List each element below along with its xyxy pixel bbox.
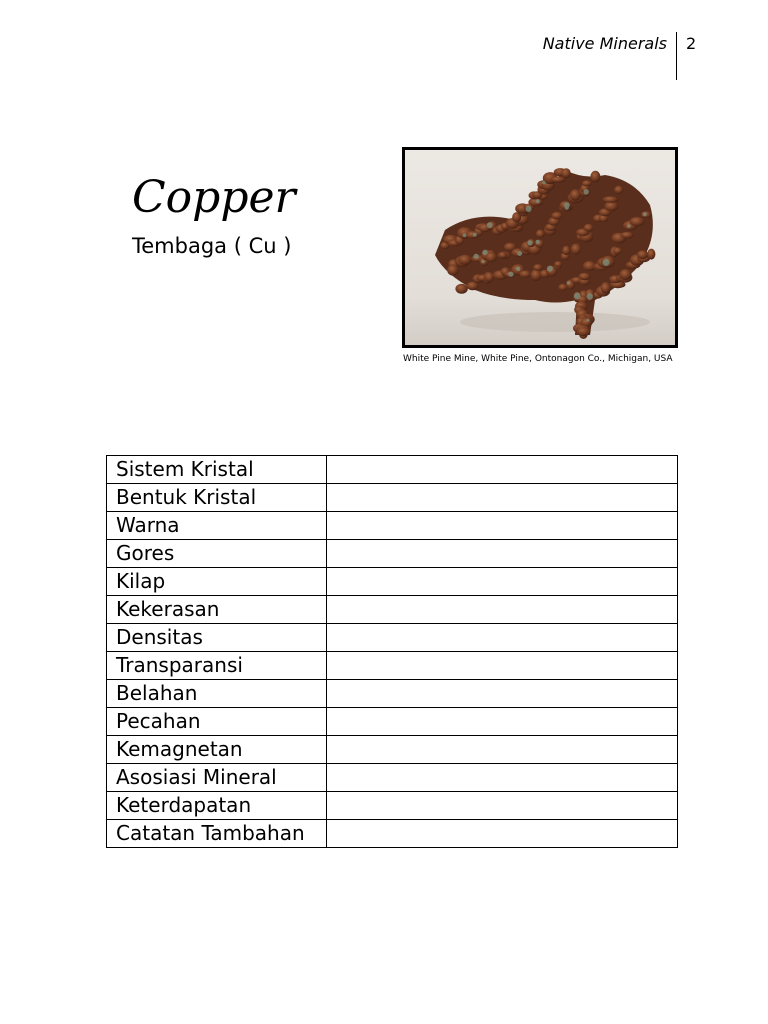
property-value-cell[interactable]: [327, 512, 678, 540]
property-value-cell[interactable]: [327, 764, 678, 792]
patina-spot: [536, 199, 540, 203]
property-label: Kekerasan: [107, 596, 327, 624]
property-value-cell[interactable]: [327, 680, 678, 708]
property-row: [107, 820, 678, 848]
property-row: [107, 652, 678, 680]
property-value-cell[interactable]: [327, 456, 678, 484]
patina-spot: [643, 212, 647, 216]
specimen-nodule: [536, 230, 545, 238]
property-row: [107, 540, 678, 568]
specimen-nodule: [554, 261, 562, 267]
patina-spot: [547, 266, 553, 272]
specimen-nodule: [603, 196, 619, 203]
patina-spot: [627, 225, 630, 228]
specimen-nodule: [531, 269, 542, 281]
property-label: Asosiasi Mineral: [107, 764, 327, 792]
property-value-cell[interactable]: [327, 624, 678, 652]
mineral-subtitle: Tembaga ( Cu ): [132, 234, 292, 258]
specimen-nodule: [601, 282, 611, 294]
patina-spot: [542, 181, 545, 184]
property-label: Bentuk Kristal: [107, 484, 327, 512]
specimen-nodule: [519, 270, 531, 277]
property-value-cell[interactable]: [327, 596, 678, 624]
specimen-nodule: [455, 284, 467, 294]
specimen-nodule: [630, 217, 645, 226]
patina-spot: [564, 202, 570, 208]
header-divider: [676, 32, 677, 80]
specimen-nodule: [458, 255, 472, 265]
photo-caption: White Pine Mine, White Pine, Ontonagon Co., Michigan, USA: [403, 354, 673, 364]
property-row: [107, 624, 678, 652]
patina-spot: [603, 259, 610, 266]
property-row: [107, 736, 678, 764]
patina-spot: [535, 240, 539, 244]
property-label: Gores: [107, 540, 327, 568]
specimen-nodule: [637, 250, 648, 259]
specimen-nodule: [620, 269, 632, 280]
specimen-nodule: [582, 180, 592, 186]
property-row: [107, 708, 678, 736]
patina-spot: [527, 240, 532, 245]
mineral-name: Copper: [132, 172, 296, 223]
property-label: Sistem Kristal: [107, 456, 327, 484]
property-row: [107, 596, 678, 624]
property-value-cell[interactable]: [327, 484, 678, 512]
specimen-nodule: [550, 176, 565, 182]
specimen-nodule: [551, 212, 562, 219]
property-value-cell[interactable]: [327, 708, 678, 736]
patina-spot: [516, 267, 520, 271]
specimen-nodule: [562, 168, 571, 178]
patina-spot: [487, 222, 493, 228]
property-row: [107, 764, 678, 792]
patina-spot: [482, 250, 487, 255]
patina-spot: [526, 206, 532, 212]
specimen-nodule: [562, 246, 570, 255]
property-row: [107, 512, 678, 540]
specimen-nodule: [499, 252, 508, 258]
patina-spot: [574, 293, 581, 300]
property-label: Belahan: [107, 680, 327, 708]
property-label: Transparansi: [107, 652, 327, 680]
properties-table: [106, 455, 678, 848]
property-row: [107, 680, 678, 708]
specimen-nodule: [621, 232, 634, 239]
patina-spot: [481, 260, 484, 263]
property-value-cell[interactable]: [327, 540, 678, 568]
property-row: [107, 456, 678, 484]
property-label: Kemagnetan: [107, 736, 327, 764]
specimen-nodule: [647, 249, 655, 260]
property-label: Kilap: [107, 568, 327, 596]
property-value-cell[interactable]: [327, 736, 678, 764]
property-label: Keterdapatan: [107, 792, 327, 820]
page-number: 2: [686, 34, 697, 53]
specimen-nodule: [614, 186, 623, 194]
property-row: [107, 568, 678, 596]
patina-spot: [587, 293, 593, 299]
copper-specimen-illustration: [405, 150, 675, 345]
mineral-photo: [402, 147, 678, 348]
patina-spot: [567, 281, 570, 284]
specimen-nodule: [571, 244, 581, 255]
property-row: [107, 792, 678, 820]
patina-spot: [508, 272, 513, 277]
patina-spot: [586, 319, 589, 322]
specimen-nodule: [579, 273, 591, 280]
property-value-cell[interactable]: [327, 568, 678, 596]
patina-spot: [473, 233, 477, 237]
property-label: Densitas: [107, 624, 327, 652]
specimen-nodule: [577, 327, 591, 336]
patina-spot: [474, 254, 479, 259]
property-value-cell[interactable]: [327, 792, 678, 820]
property-label: Catatan Tambahan: [107, 820, 327, 848]
property-label: Pecahan: [107, 708, 327, 736]
property-value-cell[interactable]: [327, 652, 678, 680]
specimen-nodule: [584, 224, 594, 232]
specimen-nodule: [485, 272, 494, 282]
specimen-nodule: [590, 171, 600, 183]
patina-spot: [463, 233, 467, 237]
property-value-cell[interactable]: [327, 820, 678, 848]
patina-spot: [517, 251, 522, 256]
property-row: [107, 484, 678, 512]
specimen-nodule: [533, 264, 543, 271]
patina-spot: [584, 189, 589, 194]
running-header-title: Native Minerals: [542, 34, 667, 53]
specimen-nodule: [447, 265, 459, 276]
specimen-nodule: [613, 247, 622, 254]
property-label: Warna: [107, 512, 327, 540]
